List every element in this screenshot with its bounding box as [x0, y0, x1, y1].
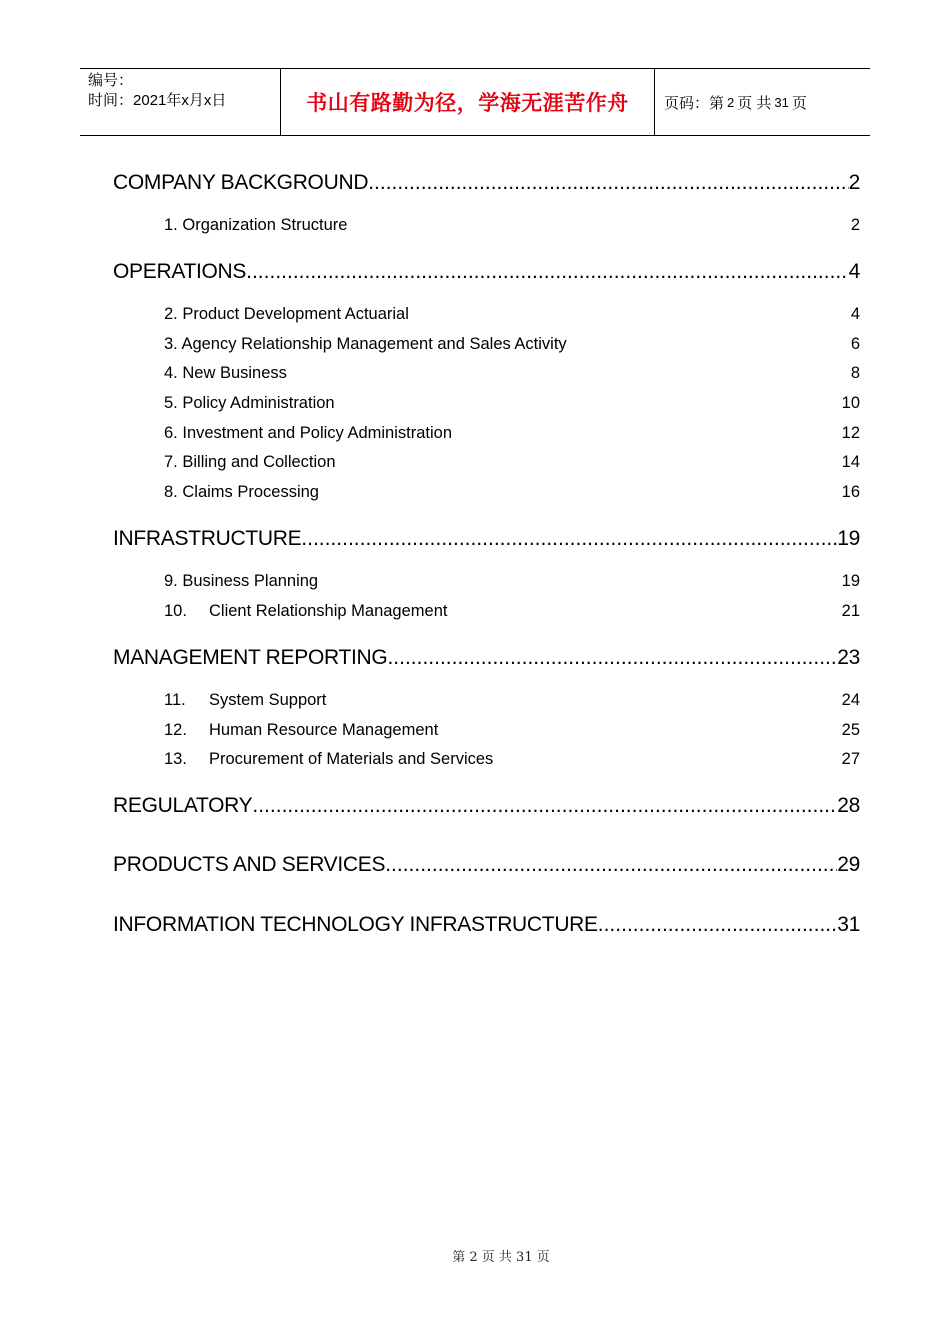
- toc-item-number: 3.: [164, 335, 178, 353]
- page-mid: 页 共: [737, 94, 772, 112]
- toc-item-number: 9.: [164, 572, 178, 590]
- toc-section-page: 29: [837, 853, 860, 876]
- page-header: [80, 68, 870, 136]
- toc-item-page: 10: [841, 394, 860, 412]
- toc-item[interactable]: [164, 720, 860, 740]
- toc-item[interactable]: [164, 749, 860, 769]
- toc-item-title: Client Relationship Management: [209, 602, 448, 620]
- toc-item-page: 19: [841, 572, 860, 590]
- toc-item-number: 7.: [164, 453, 178, 471]
- toc-item-title: Product Development Actuarial: [182, 305, 409, 323]
- toc-item[interactable]: [164, 393, 860, 413]
- toc-item-page: 2: [850, 216, 860, 234]
- toc-item-title: New Business: [182, 364, 287, 382]
- toc-item[interactable]: [164, 690, 860, 710]
- toc-item-number: 10.: [164, 602, 187, 620]
- toc-item-title: Agency Relationship Management and Sales Activity: [181, 335, 567, 353]
- toc-section[interactable]: [113, 170, 860, 196]
- toc-section-title: INFRASTRUCTURE: [113, 527, 302, 550]
- page-suffix: 页: [791, 94, 807, 112]
- toc-item-page: 24: [841, 691, 860, 709]
- toc-section[interactable]: [113, 259, 860, 285]
- toc-section[interactable]: [113, 645, 860, 671]
- page-prefix: 页码：第: [664, 94, 725, 112]
- header-meta: [80, 69, 281, 135]
- toc-item-number: 8.: [164, 483, 178, 501]
- toc-item-page: 4: [850, 305, 860, 323]
- toc-item-number: 5.: [164, 394, 178, 412]
- toc-item-number: 6.: [164, 424, 178, 442]
- toc-item[interactable]: [164, 215, 860, 235]
- toc-item-page: 25: [841, 721, 860, 739]
- toc-section-page: 19: [837, 527, 860, 550]
- toc-section-page: 23: [837, 646, 860, 669]
- motto: 书山有路勤为径，学海无涯苦作舟: [306, 90, 629, 115]
- toc-item-title: Organization Structure: [182, 216, 348, 234]
- toc-item-title: Investment and Policy Administration: [182, 424, 452, 442]
- toc-section-page: 28: [837, 794, 860, 817]
- toc-section-page: 31: [837, 913, 860, 936]
- toc-item-title: Business Planning: [182, 572, 319, 590]
- toc-item-title: Human Resource Management: [209, 721, 439, 739]
- toc-item[interactable]: [164, 363, 860, 383]
- toc-item[interactable]: [164, 571, 860, 591]
- toc-section[interactable]: [113, 526, 860, 552]
- toc-item-page: 27: [841, 750, 860, 768]
- toc-item-title: Procurement of Materials and Services: [209, 750, 494, 768]
- toc-item-title: Policy Administration: [182, 394, 335, 412]
- toc-item-number: 2.: [164, 305, 178, 323]
- toc-item[interactable]: [164, 304, 860, 324]
- toc-item-page: 12: [841, 424, 860, 442]
- header-page-info: [655, 69, 870, 135]
- toc-leader: [385, 852, 837, 878]
- toc-section[interactable]: [113, 793, 860, 819]
- toc-section-title: COMPANY BACKGROUND: [113, 171, 369, 194]
- time-label: 时间：2021年x月x日: [88, 92, 227, 109]
- toc-leader: [301, 526, 837, 552]
- page-footer: 第 2 页 共 31 页: [452, 1250, 550, 1265]
- toc-item-number: 4.: [164, 364, 178, 382]
- toc-item[interactable]: [164, 482, 860, 502]
- toc-item[interactable]: [164, 601, 860, 621]
- toc-section-title: REGULATORY: [113, 794, 253, 817]
- toc-section[interactable]: [113, 912, 860, 938]
- toc-item-number: 13.: [164, 750, 187, 768]
- toc-section[interactable]: [113, 852, 860, 878]
- toc-item-title: Billing and Collection: [182, 453, 336, 471]
- toc-leader: [387, 645, 837, 671]
- toc-item[interactable]: [164, 423, 860, 443]
- toc-item-page: 21: [841, 602, 860, 620]
- header-motto-cell: [281, 69, 655, 135]
- toc-section-title: OPERATIONS: [113, 260, 247, 283]
- toc-section-title: PRODUCTS AND SERVICES: [113, 853, 386, 876]
- toc-section-page: 4: [848, 260, 860, 283]
- toc-item[interactable]: [164, 452, 860, 472]
- toc-item-title: Claims Processing: [182, 483, 319, 501]
- toc-leader: [246, 259, 848, 285]
- toc-section-title: MANAGEMENT REPORTING: [113, 646, 388, 669]
- toc-section-page: 2: [848, 171, 860, 194]
- toc-item[interactable]: [164, 334, 860, 354]
- toc-leader: [598, 912, 837, 938]
- toc-leader: [252, 793, 837, 819]
- toc-leader: [368, 170, 848, 196]
- page-current: 2: [727, 94, 735, 110]
- toc-item-number: 12.: [164, 721, 187, 739]
- toc-item-title: System Support: [209, 691, 327, 709]
- toc-item-page: 14: [841, 453, 860, 471]
- toc-item-page: 8: [850, 364, 860, 382]
- toc-item-page: 6: [850, 335, 860, 353]
- page-total: 31: [774, 94, 789, 110]
- toc-section-title: INFORMATION TECHNOLOGY INFRASTRUCTURE: [113, 913, 598, 936]
- toc-item-page: 16: [841, 483, 860, 501]
- code-label: 编号：: [88, 72, 134, 89]
- toc-item-number: 1.: [164, 216, 178, 234]
- toc-item-number: 11.: [164, 691, 186, 709]
